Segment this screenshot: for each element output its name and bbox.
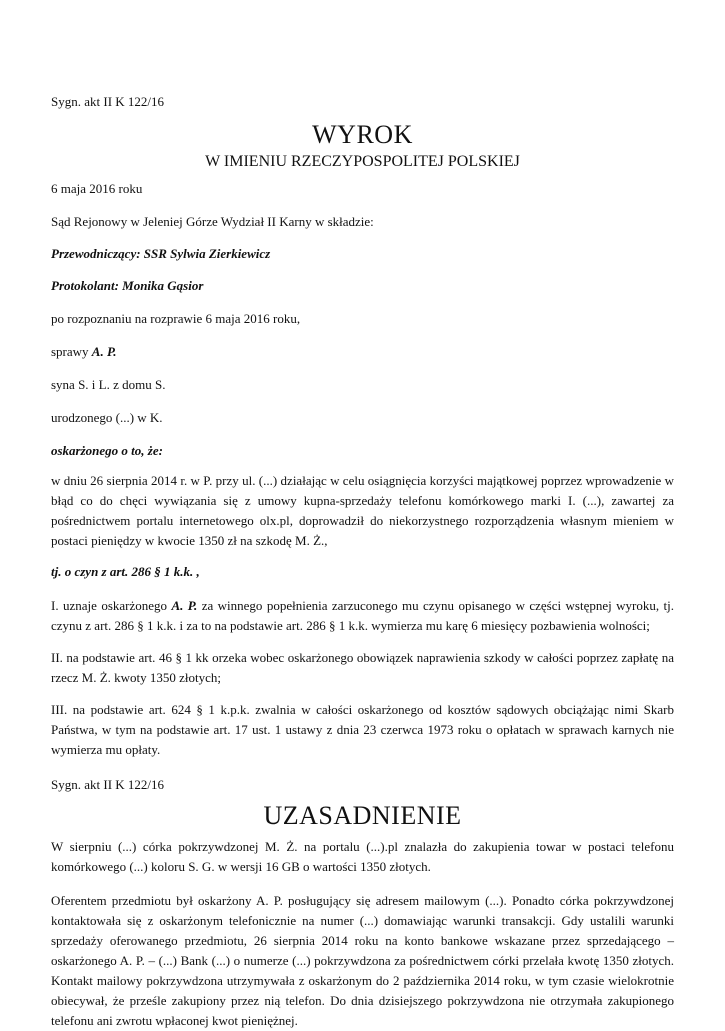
court-clerk: Protokolant: Monika Gąsior [51, 278, 204, 293]
case-prefix: sprawy [51, 344, 92, 359]
hearing-info [51, 309, 674, 329]
verdict-1-defendant: A. P. [171, 598, 198, 613]
verdict-point-1 [51, 596, 674, 636]
defendant-name: A. P. [91, 344, 117, 359]
offence-article: tj. o czyn z art. 286 § 1 k.k. , [51, 564, 200, 579]
justification-paragraph-1: W sierpniu (...) córka pokrzywdzonej M. Ż. na portalu (...).pl znalazła do zakupienia towar w postaci telefonu komórkowego (...) koloru S. G. w wersji 16 GB o wartości 1350 złotych. [51, 839, 674, 874]
verdict-title: WYROK [312, 120, 413, 149]
case-reference-bottom: Sygn. akt II K 122/16 [51, 777, 165, 792]
defendant-birth: urodzonego (...) w K. [51, 410, 163, 425]
verdict-1-prefix: I. uznaje oskarżonego [51, 598, 172, 613]
document-page [51, 92, 674, 1031]
presiding-judge: Przewodniczący: SSR Sylwia Zierkiewicz [51, 246, 271, 261]
charge-heading: oskarżonego o to, że: [51, 443, 163, 458]
defendant-parents: syna S. i L. z domu S. [51, 377, 166, 392]
verdict-point-3: III. na podstawie art. 624 § 1 k.p.k. zwalnia w całości oskarżonego od kosztów sądowych obciążając nimi Skarb Państwa, w tym na podstawie art. 17 ust. 1 ustawy z dnia 23 czerwca 1973 roku o opłatach w sprawach karnych nie wymierza mu opłaty. [51, 702, 674, 757]
case-reference: Sygn. akt II K 122/16 [51, 94, 165, 109]
court-composition: Sąd Rejonowy w Jeleniej Górze Wydział II Karny w składzie: [51, 214, 374, 229]
verdict-subtitle: W IMIENIU RZECZYPOSPOLITEJ POLSKIEJ [205, 153, 520, 170]
verdict-point-2: II. na podstawie art. 46 § 1 kk orzeka wobec oskarżonego obowiązek naprawienia szkody w całości poprzez zapłatę na rzecz M. Ż. kwoty 1350 złotych; [51, 650, 674, 685]
justification-paragraph-2: Oferentem przedmiotu był oskarżony A. P. posługujący się adresem mailowym (...). Ponadto córka pokrzywdzonej kontaktowała się z oskarżonym telefonicznie na numer (...) domawiając warunki transakcji. Gdy ustalili warunki sprzedaży oferowanego przedmiotu, 26 sierpnia 2014 roku na konto bankowe wskazane przez sprzedającego – oskarżonego A. P. – (...) Bank (...) o numerze (...) pokrzywdzona za pośrednictwem córki przelała kwotę 1350 złotych. Kontakt mailowy pokrzywdzona utrzymywała z oskarżonym do 2 października 2014 roku, w tym czasie wielokrotnie obiecywał, że prześle zakupiony przez nią telefon. Do dnia dzisiejszego pokrzywdzona nie otrzymała zakupionego telefonu ani zwrotu wpłaconej kwot pieniężnej. [51, 893, 674, 1028]
verdict-date: 6 maja 2016 roku [51, 181, 143, 196]
hearing-text: po rozpoznaniu na rozprawie 6 maja 2016 roku, [51, 311, 301, 326]
case-of-defendant [51, 342, 674, 362]
justification-title: UZASADNIENIE [263, 801, 462, 830]
verdict-1-text: za winnego popełnienia zarzuconego mu czynu opisanego w części wstępnej wyroku, tj. czynu z art. 286 § 1 k.k. i za to na podstawie art. 286 § 1 k.k. wymierza mu karę 6 miesięcy pozbawienia wolności; [51, 598, 675, 633]
charge-facts: w dniu 26 sierpnia 2014 r. w P. przy ul. (...) działając w celu osiągnięcia korzyści majątkowej poprzez wprowadzenie w błąd co do chęci wywiązania się z umowy kupna-sprzedaży telefonu komórkowego marki I. (...), zawartej za pośrednictwem portalu internetowego olx.pl, doprowadził do niekorzystnego rozporządzenia własnym mieniem w postaci pieniędzy w kwocie 1350 zł na szkodę M. Ż., [51, 473, 674, 548]
